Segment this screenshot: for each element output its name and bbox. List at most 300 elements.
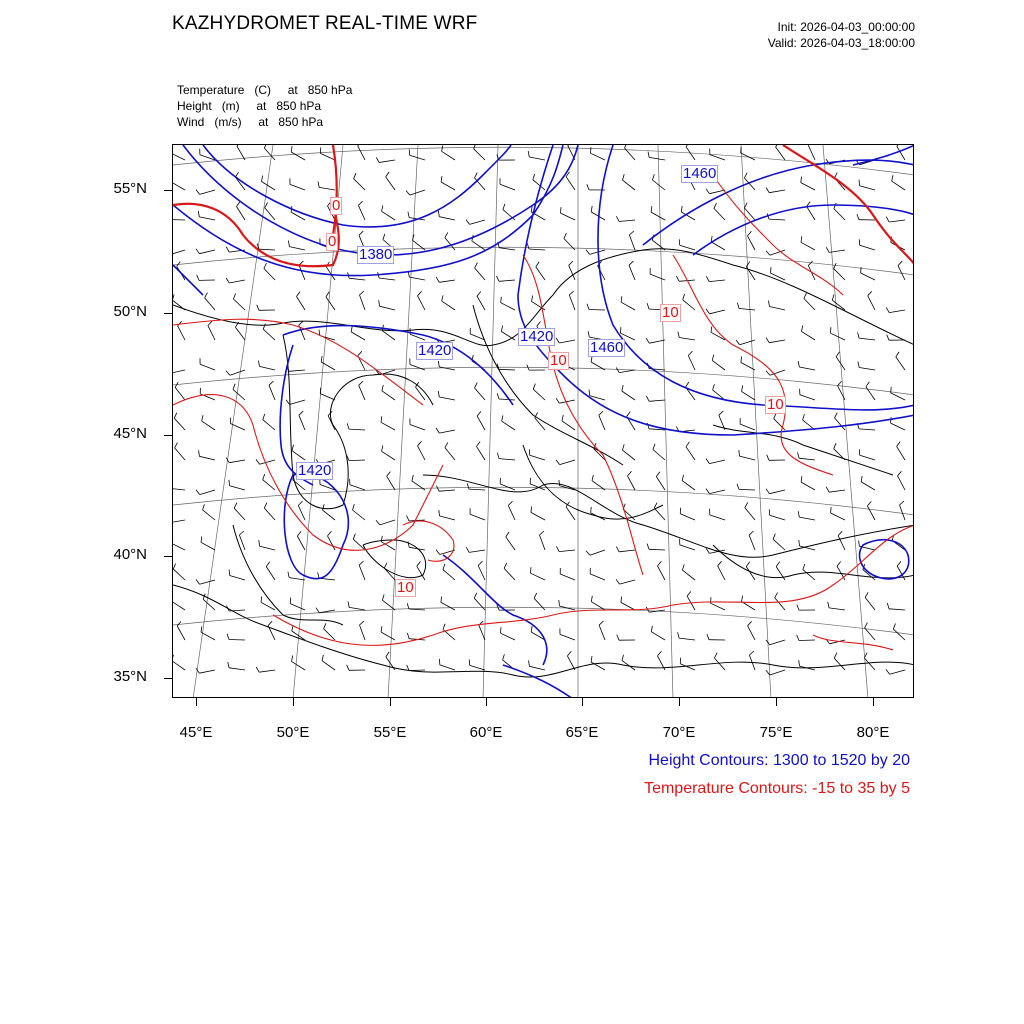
temperature-label: 0 (328, 233, 337, 250)
wind-barb-feather (646, 396, 649, 401)
wind-barb-feather (559, 480, 560, 486)
wind-barb (264, 508, 275, 520)
wind-barb (506, 537, 515, 550)
wind-barb (416, 387, 426, 400)
wind-barb-feather (886, 217, 889, 222)
wind-barb-feather (749, 651, 754, 655)
wind-barb-feather (196, 579, 200, 584)
y-axis-label: 45°N (113, 425, 147, 442)
wind-barb-feather (859, 540, 860, 546)
wind-barb-feather (622, 655, 624, 661)
x-tick (679, 698, 680, 706)
wind-barb-feather (826, 487, 829, 492)
wind-barb (775, 598, 785, 610)
wind-barb-feather (898, 471, 902, 476)
wind-barb (865, 597, 875, 610)
wind-barb-feather (467, 483, 469, 489)
wind-barb (380, 520, 395, 525)
wind-barb (359, 565, 365, 580)
wind-barb-feather (506, 532, 509, 537)
y-axis-label: 55°N (113, 180, 147, 197)
wind-barb (441, 182, 455, 190)
wind-barb (799, 517, 815, 520)
wind-barb-feather (382, 385, 383, 391)
wind-barb-feather (776, 562, 780, 567)
wind-barb (619, 370, 635, 373)
wind-barb (620, 580, 636, 584)
wind-barb-feather (288, 241, 289, 247)
x-tick (390, 698, 391, 706)
wind-barb (860, 455, 875, 460)
wind-barb-feather (711, 326, 712, 332)
wind-barb-feather (592, 475, 593, 481)
wind-barb (540, 535, 546, 550)
wind-barb-feather (226, 278, 229, 283)
wind-barb-feather (441, 597, 442, 603)
wind-barb-feather (774, 413, 776, 419)
temperature-legend: Temperature Contours: -15 to 35 by 5 (644, 780, 910, 797)
wind-barb (200, 580, 215, 584)
wind-barb (832, 300, 845, 310)
wind-barb-feather (237, 202, 241, 207)
wind-barb-feather (359, 561, 363, 565)
wind-barb (650, 274, 665, 280)
wind-barb-feather (202, 415, 203, 421)
wind-barb (829, 490, 845, 492)
wind-barb-feather (318, 182, 319, 188)
x-axis-label: 80°E (856, 724, 890, 741)
wind-barb (229, 668, 245, 670)
wind-barb (439, 217, 455, 220)
wind-barb (173, 370, 185, 373)
temperature-label: 10 (550, 352, 567, 369)
wind-barb-feather (533, 174, 535, 180)
wind-barb-feather (711, 236, 712, 242)
wind-barb (409, 609, 425, 610)
wind-barb (319, 187, 335, 190)
wind-barb-feather (529, 660, 530, 666)
wind-barb-feather (266, 562, 270, 567)
wind-barb (503, 210, 515, 220)
wind-barb-feather (776, 145, 779, 147)
wind-barb-feather (556, 398, 559, 403)
wind-barb (470, 514, 485, 520)
wind-barb (569, 295, 575, 310)
wind-barb (771, 273, 785, 280)
wind-barb-feather (706, 309, 710, 314)
wind-barb (202, 421, 215, 430)
wind-barb-feather (173, 564, 175, 570)
wind-barb (360, 625, 366, 640)
wind-barb (802, 331, 816, 340)
wind-barb (742, 391, 756, 400)
wind-barb-feather (706, 189, 709, 194)
wind-barb-feather (173, 294, 174, 300)
wind-barb (628, 476, 636, 490)
x-tick (873, 698, 874, 706)
wind-barb-feather (676, 276, 679, 281)
wind-barb-feather (496, 276, 499, 281)
wind-barb-feather (739, 450, 740, 456)
wind-barb (173, 661, 185, 670)
wind-barb-feather (688, 351, 692, 355)
wind-barb (441, 602, 455, 610)
wind-barb-feather (381, 416, 382, 422)
wind-barb-feather (263, 474, 265, 480)
wind-barb (208, 326, 215, 340)
temperature-label: 10 (397, 579, 414, 596)
wind-barb-feather (359, 381, 363, 385)
wind-barb-feather (438, 391, 439, 397)
wind-barb (686, 447, 695, 460)
wind-barb (230, 486, 245, 490)
wind-barb-feather (858, 362, 859, 368)
wind-barb (410, 425, 425, 431)
wind-barb (559, 400, 575, 403)
wind-barb (561, 213, 576, 220)
wind-barb-feather (746, 262, 750, 267)
wind-barb-feather (653, 174, 655, 180)
wind-barb-feather (646, 338, 649, 343)
wind-barb (688, 356, 695, 371)
wind-barb-feather (681, 206, 682, 212)
wind-barb-feather (773, 534, 775, 540)
wind-barb-feather (264, 145, 267, 148)
wind-barb (533, 389, 545, 400)
wind-barb (536, 267, 545, 280)
wind-barb (594, 449, 605, 460)
wind-barb-feather (898, 261, 902, 265)
wind-barb (680, 514, 695, 520)
wind-barb-feather (564, 233, 567, 239)
wind-barb-feather (826, 247, 829, 252)
y-tick (164, 556, 172, 557)
wind-barb-feather (686, 145, 689, 147)
wind-barb (649, 157, 665, 160)
height-legend: Height Contours: 1300 to 1520 by 20 (648, 752, 910, 769)
height-label: 1420 (298, 462, 332, 479)
wind-barb (205, 298, 215, 310)
wind-barb (656, 477, 665, 491)
wind-barb (173, 569, 185, 580)
wind-barb-feather (439, 510, 440, 516)
wind-barb (229, 280, 245, 283)
wind-barb (804, 299, 815, 311)
wind-barb (354, 179, 365, 190)
wind-barb-feather (239, 531, 244, 535)
wind-barb-feather (651, 206, 652, 212)
x-axis-label: 45°E (179, 724, 213, 741)
wind-barb-feather (474, 593, 477, 598)
wind-barb (175, 448, 185, 460)
wind-barb-feather (348, 602, 349, 608)
wind-barb (529, 157, 545, 160)
y-tick (164, 313, 172, 314)
wind-barb-feather (858, 332, 860, 338)
wind-barb-feather (297, 292, 301, 297)
wind-barb-feather (678, 332, 679, 338)
wind-barb (889, 220, 905, 222)
wind-barb (290, 400, 305, 405)
wind-barb-feather (838, 531, 842, 535)
wind-barb (229, 460, 245, 463)
wind-barb-feather (588, 331, 589, 337)
wind-barb (260, 460, 275, 464)
wind-barb (740, 340, 755, 345)
wind-barb-feather (382, 594, 384, 600)
wind-barb (474, 149, 485, 160)
wind-barb-feather (527, 243, 529, 249)
wind-barb-feather (386, 652, 389, 657)
wind-barb (709, 280, 725, 282)
wind-barb (861, 482, 875, 490)
wind-barb (200, 190, 215, 194)
chart-title: KAZHYDROMET REAL-TIME WRF (172, 13, 478, 34)
wind-barb-feather (866, 382, 869, 387)
wind-barb-feather (354, 173, 356, 179)
wind-barb-feather (887, 335, 889, 341)
wind-barb (264, 148, 275, 160)
wind-barb-feather (256, 459, 260, 464)
wind-barb-feather (501, 627, 502, 633)
wind-barb (199, 670, 215, 673)
wind-barb-feather (196, 190, 200, 195)
wind-barb-feather (376, 520, 380, 525)
wind-barb-feather (625, 145, 628, 148)
wind-barb (173, 220, 185, 221)
wind-barb-feather (767, 455, 769, 461)
wind-barb-feather (653, 444, 655, 450)
wind-barb (445, 448, 455, 460)
wind-barb-feather (322, 655, 323, 661)
wind-barb (868, 296, 875, 310)
wind-barb-feather (443, 624, 445, 630)
wind-barb-feather (263, 414, 265, 420)
wind-barb (382, 331, 395, 340)
wind-barb (649, 400, 665, 401)
wind-barb-feather (360, 291, 365, 295)
wind-barb-feather (591, 656, 592, 662)
wind-barb (475, 178, 486, 190)
wind-barb-feather (257, 305, 259, 311)
wind-barb (387, 476, 395, 490)
wind-barb-feather (536, 262, 539, 267)
wind-barb-feather (441, 176, 442, 182)
wind-barb (619, 550, 635, 552)
wind-barb-feather (292, 656, 293, 662)
wind-barb-feather (802, 326, 803, 332)
wind-barb-feather (887, 603, 889, 609)
wind-barb-feather (629, 261, 633, 265)
wind-barb (173, 153, 185, 160)
wind-barb (859, 338, 875, 340)
wind-barb-feather (358, 145, 362, 146)
wind-barb-feather (798, 511, 799, 517)
wind-barb-feather (298, 501, 302, 505)
wind-barb (709, 190, 725, 194)
wind-barb (800, 395, 815, 400)
wind-barb-feather (503, 654, 505, 660)
wind-barb (859, 429, 875, 430)
wind-barb-feather (896, 352, 899, 357)
x-axis-label: 65°E (565, 724, 599, 741)
wind-barb (808, 145, 815, 160)
wind-barb-feather (497, 453, 499, 459)
wind-barb (629, 265, 635, 280)
x-tick (582, 698, 583, 706)
wind-barb-feather (797, 635, 799, 641)
field-descriptions (177, 82, 352, 130)
wind-barb (499, 369, 515, 370)
wind-barb-feather (798, 452, 800, 458)
wind-barb (589, 310, 605, 311)
wind-barb (199, 217, 215, 220)
wind-barb (892, 181, 905, 190)
wind-barb (529, 249, 545, 250)
wind-barb-feather (474, 145, 476, 149)
wind-barb (259, 670, 275, 672)
wind-barb (262, 182, 276, 191)
wind-barb-feather (621, 296, 622, 302)
wind-barb-feather (360, 621, 365, 625)
wind-barb (382, 451, 395, 460)
field-temperature: Temperature (C) at 850 hPa (177, 83, 353, 97)
wind-barb-feather (748, 621, 752, 626)
x-tick (293, 698, 294, 706)
wind-barb (469, 489, 485, 490)
wind-barb-feather (857, 214, 859, 220)
wind-barb (590, 574, 605, 580)
wind-barb-feather (503, 204, 505, 210)
wind-barb (177, 626, 185, 640)
wind-barb (658, 566, 666, 580)
wind-barb-feather (501, 297, 502, 303)
wind-barb-feather (591, 507, 592, 513)
wind-barb (386, 177, 395, 190)
wind-barb-feather (540, 531, 545, 535)
wind-barb-feather (569, 291, 574, 295)
wind-barb (769, 190, 785, 193)
wind-barb-feather (477, 442, 481, 447)
wind-barb-feather (567, 651, 571, 656)
wind-barb-feather (622, 385, 623, 391)
wind-barb (834, 269, 845, 280)
wind-barb-feather (497, 393, 499, 399)
wind-barb-feather (737, 484, 739, 490)
wind-barb-feather (556, 460, 560, 465)
wind-barb (835, 418, 846, 430)
x-axis-label: 60°E (469, 724, 503, 741)
wind-barb-feather (616, 579, 620, 584)
wind-barb (326, 267, 335, 280)
wind-barb (200, 364, 215, 370)
x-axis-label: 70°E (662, 724, 696, 741)
x-tick (776, 698, 777, 706)
wind-barb (470, 665, 485, 670)
wind-barb (711, 242, 725, 250)
wind-barb (739, 309, 755, 311)
wind-barb (889, 310, 905, 313)
wind-barb (566, 507, 575, 520)
wind-barb (559, 340, 575, 343)
wind-barbs (173, 145, 905, 675)
wind-barb-feather (742, 386, 743, 392)
wind-barb-feather (587, 304, 589, 310)
wind-barb-feather (656, 472, 660, 477)
wind-barb-feather (469, 659, 470, 665)
wind-barb (380, 306, 396, 310)
wind-barb (566, 177, 575, 190)
wind-barb (382, 211, 395, 220)
wind-barb-feather (318, 572, 320, 578)
y-axis-label: 35°N (113, 668, 147, 685)
wind-barb (680, 545, 695, 550)
wind-barb (896, 357, 905, 370)
wind-barb-feather (748, 231, 752, 236)
wind-barb-feather (737, 303, 739, 309)
wind-barb (474, 598, 485, 610)
wind-barb (478, 566, 485, 581)
wind-barb (838, 386, 845, 400)
wind-barb (349, 429, 365, 430)
wind-barb (748, 626, 755, 640)
wind-barb (499, 399, 515, 400)
wind-barb-feather (599, 621, 603, 625)
wind-barb (382, 391, 395, 400)
wind-barb-feather (562, 415, 563, 421)
wind-barb-feather (292, 445, 294, 451)
wind-barb (351, 332, 365, 340)
wind-barb-feather (686, 442, 689, 447)
wind-barb (683, 300, 695, 310)
x-tick (196, 698, 197, 706)
wind-barb (299, 415, 305, 430)
wind-barb-feather (265, 203, 268, 208)
wind-barb-feather (196, 249, 199, 254)
wind-barb-feather (682, 564, 684, 570)
wind-barb (770, 640, 785, 645)
wind-barb-feather (801, 476, 802, 482)
wind-barb-feather (358, 351, 362, 355)
wind-barb-feather (321, 356, 322, 362)
wind-barb-feather (475, 263, 478, 268)
wind-barb-feather (865, 623, 868, 628)
wind-barb (263, 329, 275, 340)
wind-barb (773, 539, 785, 550)
wind-barb-feather (533, 384, 535, 390)
wind-barb (889, 609, 905, 610)
wind-barb-feather (836, 352, 839, 357)
wind-barb-feather (766, 188, 769, 193)
wind-barb-feather (205, 293, 208, 298)
wind-barb-feather (714, 203, 717, 208)
wind-barb-feather (263, 324, 265, 330)
wind-barb (831, 513, 845, 520)
wind-barb (860, 245, 875, 250)
field-wind: Wind (m/s) at 850 hPa (177, 115, 324, 129)
wind-barb-feather (409, 149, 410, 155)
wind-barb (234, 508, 245, 520)
wind-barb-feather (376, 157, 379, 162)
wind-barb-feather (228, 662, 229, 668)
wind-barb (199, 250, 215, 254)
wind-barb-feather (629, 231, 633, 235)
y-tick (164, 678, 172, 679)
height-label: 1460 (683, 165, 717, 182)
wind-barb-feather (832, 295, 834, 301)
wind-barb (834, 658, 845, 670)
x-axis-label: 50°E (276, 724, 310, 741)
